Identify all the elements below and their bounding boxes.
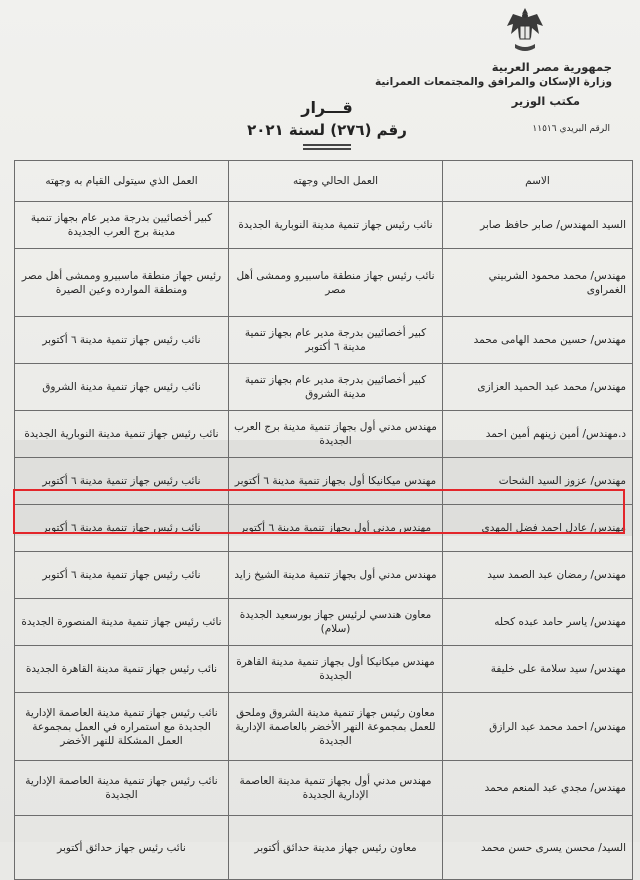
table-row [15,411,633,458]
cell-new-job: نائب رئيس جهاز تنمية مدينة المنصورة الجديدة [15,599,229,646]
decree-title-block [242,98,412,150]
cell-new-job: نائب رئيس جهاز تنمية مدينة القاهرة الجديدة [15,646,229,693]
table-row [15,364,633,411]
decree-title: قـــرار [301,98,353,117]
cell-name: مهندس/ محمد عبد الحميد العزازى [443,364,633,411]
cell-new-job: نائب رئيس جهاز تنمية مدينة ٦ أكتوبر [15,317,229,364]
ministry-name: وزارة الإسكان والمرافق والمجتمعات العمرانية [374,76,612,88]
cell-name: مهندس/ عزوز السيد الشحات [443,458,633,505]
cell-new-job: نائب رئيس جهاز تنمية مدينة ٦ أكتوبر [15,458,229,505]
cell-current-job: مهندس مدني أول بجهاز تنمية مدينة العاصمة الإدارية الجديدة [229,761,443,816]
cell-name: مهندس/ محمد محمود الشربيني الغمراوى [443,249,633,317]
cell-name: السيد المهندس/ صابر حافظ صابر [443,202,633,249]
cell-current-job: مهندس مدني أول بجهاز تنمية مدينة الشيخ زايد [229,552,443,599]
highlight-box [13,489,625,534]
header-name: الاسم [443,161,633,202]
cell-new-job: كبير أخصائيين بدرجة مدير عام بجهاز تنمية مدينة برج العرب الجديدة [15,202,229,249]
decree-number: رقم (٢٧٦) لسنة ٢٠٢١ [247,121,407,139]
table-header-row [15,161,633,202]
table-row [15,761,633,816]
cell-current-job: معاون رئيس جهاز مدينة حدائق أكتوبر [229,816,443,880]
cell-name: مهندس/ مجدي عبد المنعم محمد [443,761,633,816]
cell-new-job: نائب رئيس جهاز تنمية مدينة العاصمة الإدارية الجديدة مع استمراره في العمل بمجموعة العمل المشكلة للنهر الأخضر [15,693,229,761]
header-new-job: العمل الذي سيتولى القيام به وجهته [15,161,229,202]
postal-code: الرقم البريدي ١١٥١٦ [532,124,610,134]
cell-new-job: نائب رئيس جهاز تنمية مدينة العاصمة الإدارية الجديدة [15,761,229,816]
cell-name: مهندس/ عادل احمد فضل المهدي [443,505,633,552]
table-row [15,646,633,693]
cell-current-job: مهندس ميكانيكا أول بجهاز تنمية مدينة ٦ أكتوبر [229,458,443,505]
table-row [15,552,633,599]
cell-current-job: كبير أخصائيين بدرجة مدير عام بجهاز تنمية مدينة ٦ أكتوبر [229,317,443,364]
table-row [15,249,633,317]
cell-name: د.مهندس/ أمين زينهم أمين احمد [443,411,633,458]
header-current-job: العمل الحالي وجهته [229,161,443,202]
table-row [15,317,633,364]
cell-new-job: نائب رئيس جهاز تنمية مدينة النوبارية الجديدة [15,411,229,458]
office-name: مكتب الوزير [511,94,580,108]
table-row [15,202,633,249]
cell-current-job: نائب رئيس جهاز تنمية مدينة النوبارية الجديدة [229,202,443,249]
cell-new-job: رئيس جهاز منطقة ماسبيرو وممشى أهل مصر ومنطقة الموارده وعين الصيرة [15,249,229,317]
cell-current-job: معاون هندسي لرئيس جهاز بورسعيد الجديدة (سلام) [229,599,443,646]
eagle-emblem-icon [505,4,545,56]
table-row [15,816,633,880]
cell-name: مهندس/ سيد سلامة على خليفة [443,646,633,693]
cell-current-job: كبير أخصائيين بدرجة مدير عام بجهاز تنمية مدينة الشروق [229,364,443,411]
cell-new-job: نائب رئيس جهاز تنمية مدينة ٦ أكتوبر [15,552,229,599]
cell-name: مهندس/ حسين محمد الهامى محمد [443,317,633,364]
cell-new-job: نائب رئيس جهاز حدائق أكتوبر [15,816,229,880]
cell-current-job: مهندس ميكانيكا أول بجهاز تنمية مدينة القاهرة الجديدة [229,646,443,693]
cell-current-job: مهندس مدني أول بجهاز تنمية مدينة ٦ أكتوبر [229,505,443,552]
cell-current-job: معاون رئيس جهاز تنمية مدينة الشروق وملحق للعمل بمجموعة النهر الأخضر بالعاصمة الإدارية الجديدة [229,693,443,761]
table-row [15,693,633,761]
cell-name: السيد/ محسن يسرى حسن محمد [443,816,633,880]
title-underline [303,144,351,150]
cell-current-job: نائب رئيس جهاز منطقة ماسبيرو وممشى أهل مصر [229,249,443,317]
cell-current-job: مهندس مدني أول بجهاز تنمية مدينة برج العرب الجديدة [229,411,443,458]
cell-new-job: نائب رئيس جهاز تنمية مدينة ٦ أكتوبر [15,505,229,552]
cell-name: مهندس/ احمد محمد عبد الرازق [443,693,633,761]
table-row [15,599,633,646]
cell-new-job: نائب رئيس جهاز تنمية مدينة الشروق [15,364,229,411]
republic-name: جمهورية مصر العربية [491,60,612,74]
cell-name: مهندس/ رمضان عبد الصمد سيد [443,552,633,599]
cell-name: مهندس/ ياسر حامد عبده كحله [443,599,633,646]
